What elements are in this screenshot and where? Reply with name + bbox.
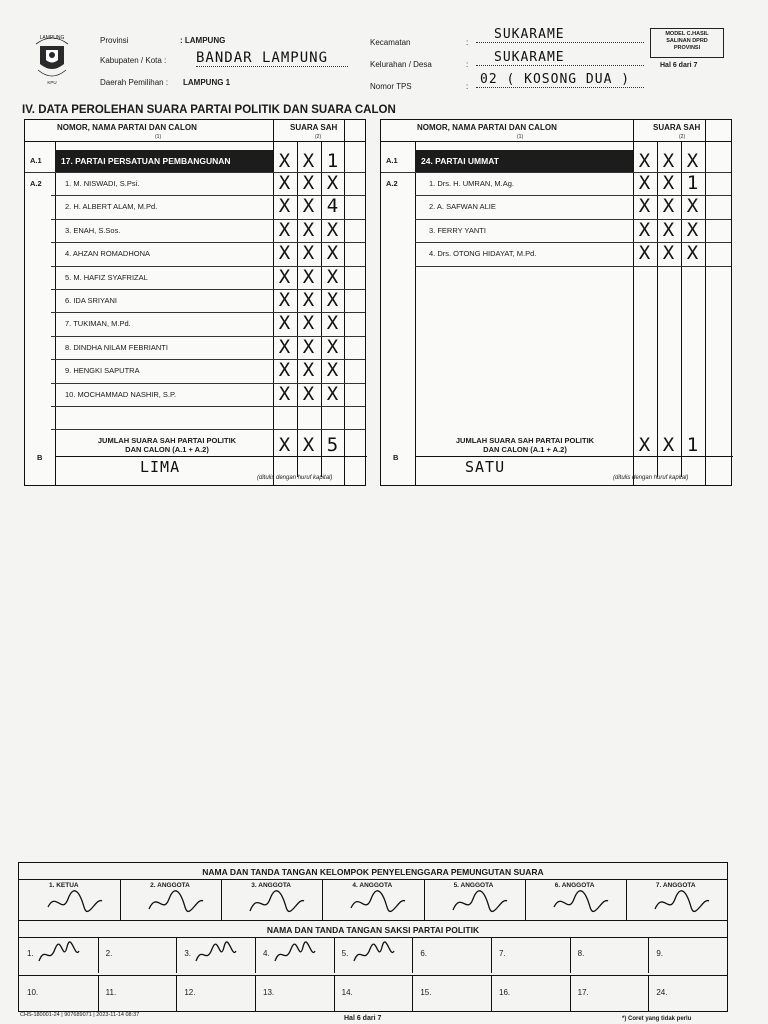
kpps-signature-mark	[145, 889, 205, 917]
left-candidate-vote-1: X	[278, 382, 292, 405]
right-candidate-name: 2. A. SAFWAN ALIE	[429, 202, 496, 212]
kecamatan-label: Kecamatan	[370, 38, 411, 47]
kelurahan-value: SUKARAME	[476, 50, 644, 66]
saksi-slot-number: 11.	[105, 988, 117, 997]
left-candidate-vote-2: X	[302, 312, 316, 335]
left-candidate-row	[51, 312, 365, 336]
left-col-num-2: (2)	[315, 134, 322, 140]
saksi-slot-number: 24.	[656, 988, 668, 997]
right-candidate-name: 1. Drs. H. UMRAN, M.Ag.	[429, 179, 515, 188]
left-total-words: LIMA	[140, 458, 181, 476]
left-candidate-vote-3: X	[326, 382, 340, 405]
left-candidate-row	[51, 172, 365, 196]
left-candidate-vote-3: X	[326, 312, 340, 335]
right-candidate-name: 4. Drs. OTONG HIDAYAT, M.Pd.	[429, 249, 537, 259]
saksi-slot-number: 1.	[27, 949, 34, 958]
saksi-slot-number: 13.	[263, 988, 275, 997]
right-name-col-header: NOMOR, NAMA PARTAI DAN CALON	[417, 123, 557, 132]
kpps-role-label: 7. ANGGOTA	[655, 882, 696, 889]
left-candidate-name: 2. H. ALBERT ALAM, M.Pd.	[65, 202, 158, 212]
left-candidate-vote-1: X	[278, 265, 292, 288]
left-candidate-vote-1: X	[278, 335, 292, 358]
left-total-vote-2: X	[302, 434, 316, 456]
logo-text-bottom: KPU	[47, 80, 57, 85]
right-candidate-vote-3: X	[686, 195, 700, 218]
left-col-num-1: (1)	[155, 134, 162, 140]
strike-note: *) Coret yang tidak perlu	[622, 1016, 692, 1022]
left-candidate-vote-2: X	[302, 195, 316, 218]
left-candidate-row	[51, 195, 365, 219]
right-party-vote-2: X	[662, 150, 676, 172]
kpps-role-label: 4. ANGGOTA	[352, 882, 393, 889]
right-candidate-vote-1: X	[638, 242, 652, 265]
form-model-box	[650, 28, 724, 58]
left-a1-code: A.1	[30, 156, 42, 165]
left-candidate-vote-3: X	[326, 359, 340, 382]
right-candidate-vote-1: X	[638, 195, 652, 218]
left-candidate-row	[51, 336, 365, 360]
right-candidate-vote-3: X	[686, 242, 700, 265]
kpps-title: NAMA DAN TANDA TANGAN KELOMPOK PENYELENGGARA PEMUNGUTAN SUARA	[202, 867, 544, 877]
left-candidate-vote-3: 4	[326, 195, 340, 218]
left-candidate-vote-3: X	[326, 218, 340, 241]
right-candidate-vote-3: 1	[686, 172, 700, 194]
saksi-slot-number: 15.	[420, 988, 432, 997]
left-candidate-name: 8. DINDHA NILAM FEBRIANTI	[65, 342, 168, 352]
left-party-vote-2: X	[302, 150, 316, 172]
right-total-vote-3: 1	[686, 434, 700, 456]
right-candidate-vote-1: X	[638, 172, 652, 194]
provinsi-value: : LAMPUNG	[180, 36, 226, 45]
left-total-vote-3: 5	[326, 434, 340, 456]
left-candidate-name: 5. M. HAFIZ SYAFRIZAL	[65, 272, 148, 282]
saksi-slot-number: 6.	[420, 949, 427, 958]
right-a1-code: A.1	[386, 156, 398, 165]
left-candidate-vote-1: X	[278, 218, 292, 241]
dapil-label: Daerah Pemilihan :	[100, 78, 169, 87]
saksi-slot-number: 14.	[341, 988, 353, 997]
signature-block	[18, 862, 728, 1012]
left-candidate-vote-2: X	[302, 265, 316, 288]
left-b-code: B	[37, 453, 43, 462]
saksi-slot-number: 9.	[656, 949, 663, 958]
saksi-title: NAMA DAN TANDA TANGAN SAKSI PARTAI POLITIK	[266, 925, 480, 935]
right-total-words: SATU	[465, 458, 506, 476]
right-b-code: B	[393, 453, 399, 462]
right-total-label	[421, 436, 629, 454]
left-candidate-vote-2: X	[302, 382, 316, 405]
page-number-bottom: Hal 6 dari 7	[344, 1015, 382, 1022]
right-party-vote-1: X	[638, 150, 652, 172]
left-party-vote-1: X	[278, 150, 292, 172]
right-candidate-vote-2: X	[662, 195, 676, 218]
right-a2-code: A.2	[386, 179, 398, 188]
right-total-vote-1: X	[638, 434, 652, 456]
saksi-slot-number: 2.	[105, 949, 113, 958]
left-candidate-row	[51, 359, 365, 383]
left-candidate-vote-3: X	[326, 335, 340, 358]
right-candidate-vote-1: X	[638, 218, 652, 241]
left-candidate-name: 9. HENGKI SAPUTRA	[65, 366, 140, 376]
kpps-signature-mark	[449, 889, 509, 917]
right-col-num-1: (1)	[517, 134, 524, 140]
left-total-label-2: DAN CALON (A.1 + A.2)	[125, 445, 209, 454]
right-candidate-vote-2: X	[662, 218, 676, 241]
right-total-label-2: DAN CALON (A.1 + A.2)	[483, 445, 567, 454]
kpps-role-label: 6. ANGGOTA	[554, 882, 595, 889]
left-candidate-row	[51, 266, 365, 290]
right-total-label-1: JUMLAH SUARA SAH PARTAI POLITIK	[455, 436, 595, 445]
left-candidate-name: 10. MOCHAMMAD NASHIR, S.P.	[65, 389, 177, 399]
kpps-signature-mark	[246, 889, 306, 917]
left-candidate-vote-1: X	[278, 289, 292, 311]
left-votes-col-header: SUARA SAH	[290, 123, 338, 132]
model-line-3: PROVINSI	[673, 45, 701, 51]
left-candidate-vote-3: X	[326, 242, 340, 265]
left-candidate-vote-2: X	[302, 172, 316, 194]
right-table-header	[381, 120, 731, 142]
saksi-slot-number: 8.	[577, 949, 585, 958]
provinsi-label: Provinsi	[100, 36, 129, 45]
left-total-label	[65, 436, 269, 454]
left-party-vote-3: 1	[326, 150, 340, 172]
right-candidate-row	[415, 219, 731, 243]
kpu-logo	[30, 30, 74, 86]
left-candidate-vote-1: X	[278, 195, 292, 218]
saksi-slot-number: 3.	[184, 949, 191, 958]
right-total-vote-2: X	[662, 434, 676, 456]
left-capital-note: (ditulis dengan huruf kapital)	[257, 475, 333, 481]
right-candidate-vote-2: X	[662, 172, 676, 194]
left-candidate-row	[51, 242, 365, 266]
right-candidate-row	[415, 242, 731, 266]
dapil-value: LAMPUNG 1	[183, 78, 231, 87]
kelurahan-label: Kelurahan / Desa	[370, 60, 432, 69]
left-total-vote-1: X	[278, 434, 292, 456]
left-candidate-name: 3. ENAH, S.Sos.	[65, 225, 121, 235]
kpps-signature-mark	[651, 889, 711, 917]
left-candidate-name: 1. M. NISWADI, S.Psi.	[65, 179, 140, 188]
left-candidate-vote-3: X	[326, 172, 340, 194]
model-line-2: SALINAN DPRD	[666, 38, 708, 44]
model-line-1: MODEL C.HASIL	[665, 31, 709, 37]
tps-label: Nomor TPS	[370, 82, 412, 91]
kpps-role-label: 5. ANGGOTA	[453, 882, 494, 889]
right-party-name: 24. PARTAI UMMAT	[415, 150, 633, 172]
left-candidate-name: 4. AHZAN ROMADHONA	[65, 249, 151, 259]
saksi-signature-mark	[273, 941, 317, 969]
right-candidate-row	[415, 195, 731, 219]
left-candidate-vote-3: X	[326, 265, 340, 288]
kpps-role-label: 1. KETUA	[49, 882, 79, 889]
saksi-slot-number: 16.	[499, 988, 511, 997]
left-total-label-1: JUMLAH SUARA SAH PARTAI POLITIK	[97, 436, 237, 445]
logo-text-top: LAMPUNG	[39, 35, 65, 41]
left-candidate-vote-2: X	[302, 335, 316, 358]
right-party-row	[381, 150, 731, 173]
left-vote-table	[24, 119, 366, 486]
section-title: IV. DATA PEROLEHAN SUARA PARTAI POLITIK DAN SUARA CALON	[22, 104, 396, 116]
saksi-slot-number: 7.	[499, 949, 506, 958]
kpps-role-label: 2. ANGGOTA	[150, 882, 190, 889]
saksi-slot-number: 5.	[341, 949, 349, 958]
left-candidate-vote-1: X	[278, 172, 292, 194]
page-number-top: Hal 6 dari 7	[660, 62, 698, 69]
right-votes-col-header: SUARA SAH	[653, 123, 701, 132]
saksi-slot-number: 10.	[27, 988, 39, 997]
kpps-signature-mark	[550, 889, 610, 917]
left-candidate-vote-1: X	[278, 242, 292, 265]
left-candidate-row	[51, 289, 365, 313]
left-candidate-vote-1: X	[278, 359, 292, 382]
saksi-signature-mark	[194, 941, 238, 969]
saksi-signature-mark	[352, 941, 396, 969]
left-candidate-vote-1: X	[278, 312, 292, 335]
right-col-num-2: (2)	[679, 134, 686, 140]
left-candidate-name: 7. TUKIMAN, M.Pd.	[65, 319, 131, 329]
right-candidate-vote-3: X	[686, 218, 700, 241]
right-party-vote-3: X	[686, 150, 700, 172]
kabupaten-value: BANDAR LAMPUNG	[196, 50, 348, 67]
left-table-header	[25, 120, 365, 142]
right-candidate-row	[415, 172, 731, 196]
kpps-signature-mark	[44, 889, 104, 917]
saksi-signature-mark	[37, 941, 81, 969]
tps-value: 02 ( KOSONG DUA )	[476, 72, 644, 88]
left-candidate-vote-2: X	[302, 359, 316, 382]
left-a2-code: A.2	[30, 179, 42, 188]
saksi-slot-number: 4.	[263, 949, 270, 958]
left-candidate-vote-2: X	[302, 242, 316, 265]
right-candidate-vote-2: X	[662, 242, 676, 265]
left-candidate-vote-3: X	[326, 289, 340, 311]
left-name-col-header: NOMOR, NAMA PARTAI DAN CALON	[57, 123, 197, 132]
right-vote-table	[380, 119, 732, 486]
right-candidate-name: 3. FERRY YANTI	[429, 225, 486, 235]
left-candidate-row	[51, 219, 365, 243]
left-candidate-name: 6. IDA SRIYANI	[65, 296, 117, 305]
left-party-name: 17. PARTAI PERSATUAN PEMBANGUNAN	[55, 150, 273, 172]
left-candidate-vote-2: X	[302, 218, 316, 241]
left-candidate-row	[51, 406, 365, 430]
left-candidate-row	[51, 383, 365, 407]
kabupaten-label: Kabupaten / Kota :	[100, 56, 167, 65]
left-party-row	[25, 150, 365, 173]
kpps-role-label: 3. ANGGOTA	[251, 882, 292, 889]
kecamatan-value: SUKARAME	[476, 27, 644, 43]
left-candidate-vote-2: X	[302, 289, 316, 311]
kpps-signature-mark	[347, 889, 407, 917]
saksi-slot-number: 17.	[577, 988, 589, 997]
right-capital-note: (ditulis dengan huruf kapital)	[613, 475, 689, 481]
form-code: CHS-180001-24 | 907689071 | 2023-11-14 08:37	[20, 1012, 140, 1018]
saksi-slot-number: 12.	[184, 988, 196, 997]
